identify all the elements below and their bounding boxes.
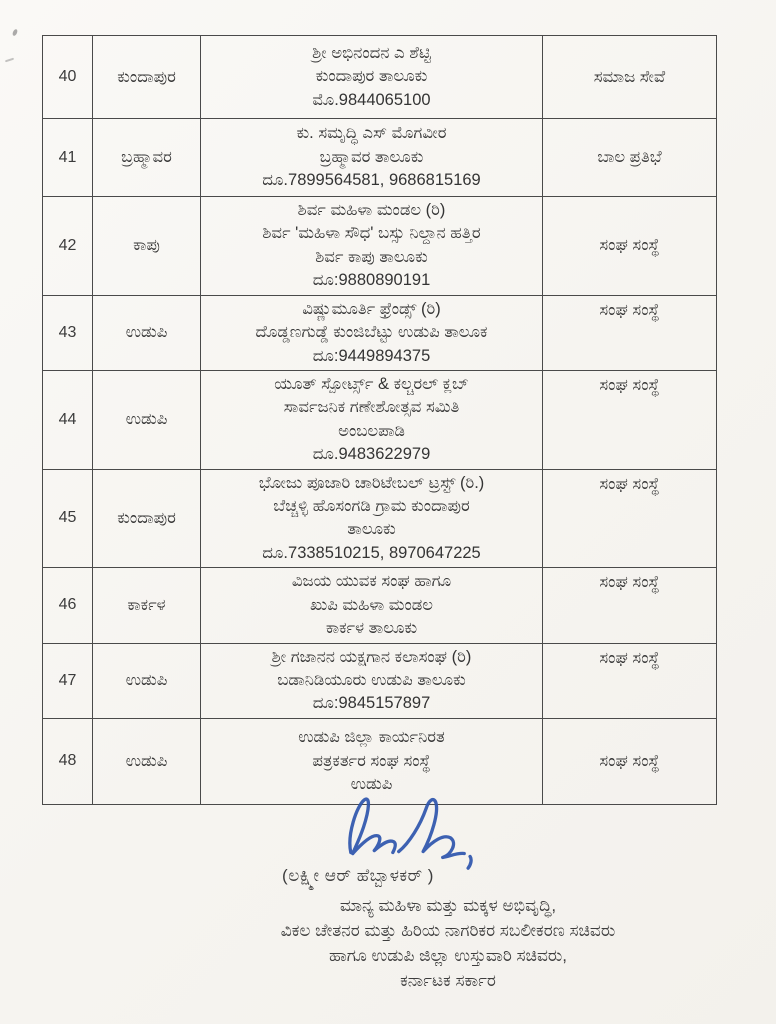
table-row <box>43 370 717 469</box>
awards-table-body <box>43 36 717 805</box>
details-line: ಕು. ಸಮೃದ್ಧಿ ಎಸ್ ಮೊಗವೀರ <box>296 124 447 143</box>
category-cell: ಸಂಘ ಸಂಸ್ಥೆ <box>543 568 717 643</box>
details-line: ವಿಜಯ ಯುವಕ ಸಂಘ ಹಾಗೂ <box>291 572 452 591</box>
details-line: ಖುಪಿ ಮಹಿಳಾ ಮಂಡಲ <box>309 595 434 614</box>
designation-line-2: ವಿಕಲ ಚೇತನರ ಮತ್ತು ಹಿರಿಯ ನಾಗರಿಕರ ಸಬಲೀಕರಣ ಸಚಿವರು <box>280 921 616 940</box>
details-line: ಶ್ರೀ ಗಜಾನನ ಯಕ್ಷಗಾನ ಕಲಾಸಂಘ (ರಿ) <box>271 647 472 666</box>
details-line: ದೊಡ್ಡಣಗುಡ್ಡೆ ಕುಂಜಿಬೆಟ್ಟು ಉಡುಪಿ ತಾಲೂಕ <box>255 323 488 342</box>
awardee-details-cell <box>201 119 543 197</box>
table-row <box>43 119 717 197</box>
details-line: ಉಡುಪಿ <box>350 775 393 794</box>
category-cell: ಸಂಘ ಸಂಸ್ಥೆ <box>543 643 717 718</box>
row-number-cell: 43 <box>43 295 93 370</box>
awardees-table <box>42 35 717 805</box>
category-cell: ಸಂಘ ಸಂಸ್ಥೆ <box>543 370 717 469</box>
details-line: ಬಡಾನಿಡಿಯೂರು ಉಡುಪಿ ತಾಲೂಕು <box>277 671 466 690</box>
details-line: ಶ್ರೀ ಅಭಿನಂದನ ಎ ಶೆಟ್ಟಿ <box>312 43 431 62</box>
awardee-details-cell <box>201 643 543 718</box>
table-row <box>43 643 717 718</box>
awardee-details-cell <box>201 568 543 643</box>
awardee-details-cell <box>201 370 543 469</box>
category-cell: ಸಂಘ ಸಂಸ್ಥೆ <box>543 295 717 370</box>
row-number-cell: 47 <box>43 643 93 718</box>
details-line: ದೂ:9845157897 <box>312 694 431 713</box>
designation-line-1: ಮಾನ್ಯ ಮಹಿಳಾ ಮತ್ತು ಮಕ್ಕಳ ಅಭಿವೃದ್ಧಿ, <box>339 896 557 915</box>
category-cell: ಸಂಘ ಸಂಸ್ಥೆ <box>543 197 717 296</box>
details-line: ಶಿರ್ವ 'ಮಹಿಳಾ ಸೌಧ' ಬಸ್ಸು ನಿಲ್ದಾನ ಹತ್ತಿರ <box>262 224 481 243</box>
details-line: ಭೋಜು ಪೂಜಾರಿ ಚಾರಿಟೇಬಲ್ ಟ್ರಸ್ಟ್ (ರಿ.) <box>258 473 485 492</box>
details-line: ಯೂತ್ ಸ್ಪೋರ್ಟ್ಸ್ & ಕಲ್ಚರಲ್ ಕ್ಲಬ್ <box>274 374 469 393</box>
taluk-cell: ಕುಂದಾಪುರ <box>93 469 201 568</box>
taluk-cell: ಉಡುಪಿ <box>93 718 201 804</box>
details-line: ಮೊ.9844065100 <box>312 90 431 109</box>
table-row <box>43 36 717 119</box>
signature-area <box>320 788 540 876</box>
awardee-details-cell <box>201 197 543 296</box>
details-line: ಶಿರ್ವ ಕಾಪು ತಾಲೂಕು <box>315 247 428 266</box>
designation-line-3: ಹಾಗೂ ಉಡುಪಿ ಜಿಲ್ಲಾ ಉಸ್ತುವಾರಿ ಸಚಿವರು, <box>328 946 568 965</box>
signatory-name: (ಲಕ್ಷ್ಮೀ ಆರ್ ಹೆಬ್ಬಾಳಕರ್ ) <box>282 866 434 885</box>
details-line: ಬೆಚ್ಚಳ್ಳಿ ಹೊಸಂಗಡಿ ಗ್ರಾಮ ಕುಂದಾಪುರ <box>273 497 470 516</box>
details-line: ದೂ.7899564581, 9686815169 <box>262 171 481 190</box>
details-line: ಉಡುಪಿ ಜಿಲ್ಲಾ ಕಾರ್ಯನಿರತ <box>298 728 445 747</box>
details-line: ಸಾರ್ವಜನಿಕ ಗಣೇಶೋತ್ಸವ ಸಮಿತಿ <box>283 398 460 417</box>
row-number-cell: 48 <box>43 718 93 804</box>
closing-block <box>88 866 776 993</box>
table-row <box>43 568 717 643</box>
details-line: ದೂ:9880890191 <box>312 271 431 290</box>
details-line: ವಿಷ್ಣುಮೂರ್ತಿ ಫ್ರೆಂಡ್ಸ್ (ರಿ) <box>302 299 441 318</box>
row-number-cell: 41 <box>43 119 93 197</box>
awardee-details-cell <box>201 36 543 119</box>
designation-line-4: ಕರ್ನಾಟಕ ಸರ್ಕಾರ <box>400 971 496 990</box>
details-line: ಬ್ರಹ್ಮಾವರ ತಾಲೂಕು <box>319 147 424 166</box>
scan-artifact-dot <box>12 28 19 36</box>
taluk-cell: ಕಾಪು <box>93 197 201 296</box>
awardee-details-cell <box>201 469 543 568</box>
details-line: ದೂ:9449894375 <box>312 346 431 365</box>
details-line: ದೂ.9483622979 <box>312 445 431 464</box>
taluk-cell: ಉಡುಪಿ <box>93 295 201 370</box>
table-row <box>43 197 717 296</box>
details-line: ಪತ್ರಕರ್ತರ ಸಂಘ ಸಂಸ್ಥೆ <box>312 751 431 770</box>
table-row <box>43 295 717 370</box>
details-line: ಅಂಬಲಪಾಡಿ <box>338 421 405 440</box>
details-line: ತಾಲೂಕು <box>347 520 396 539</box>
row-number-cell: 40 <box>43 36 93 119</box>
category-cell: ಬಾಲ ಪ್ರತಿಭೆ <box>543 119 717 197</box>
row-number-cell: 45 <box>43 469 93 568</box>
details-line: ಕುಂದಾಪುರ ತಾಲೂಕು <box>315 67 428 86</box>
details-line: ದೂ.7338510215, 8970647225 <box>262 543 481 562</box>
awardee-details-cell <box>201 295 543 370</box>
taluk-cell: ಉಡುಪಿ <box>93 370 201 469</box>
row-number-cell: 46 <box>43 568 93 643</box>
details-line: ಕಾರ್ಕಳ ತಾಲೂಕು <box>325 619 418 638</box>
taluk-cell: ಉಡುಪಿ <box>93 643 201 718</box>
row-number-cell: 44 <box>43 370 93 469</box>
category-cell: ಸಮಾಜ ಸೇವೆ <box>543 36 717 119</box>
scan-artifact-dash <box>5 58 14 63</box>
table-row <box>43 469 717 568</box>
taluk-cell: ಕುಂದಾಪುರ <box>93 36 201 119</box>
details-line: ಶಿರ್ವ ಮಹಿಳಾ ಮಂಡಲ (ರಿ) <box>297 201 446 219</box>
signature-ink-icon <box>320 788 540 876</box>
taluk-cell: ಕಾರ್ಕಳ <box>93 568 201 643</box>
category-cell: ಸಂಘ ಸಂಸ್ಥೆ <box>543 718 717 804</box>
taluk-cell: ಬ್ರಹ್ಮಾವರ <box>93 119 201 197</box>
category-cell: ಸಂಘ ಸಂಸ್ಥೆ <box>543 469 717 568</box>
row-number-cell: 42 <box>43 197 93 296</box>
